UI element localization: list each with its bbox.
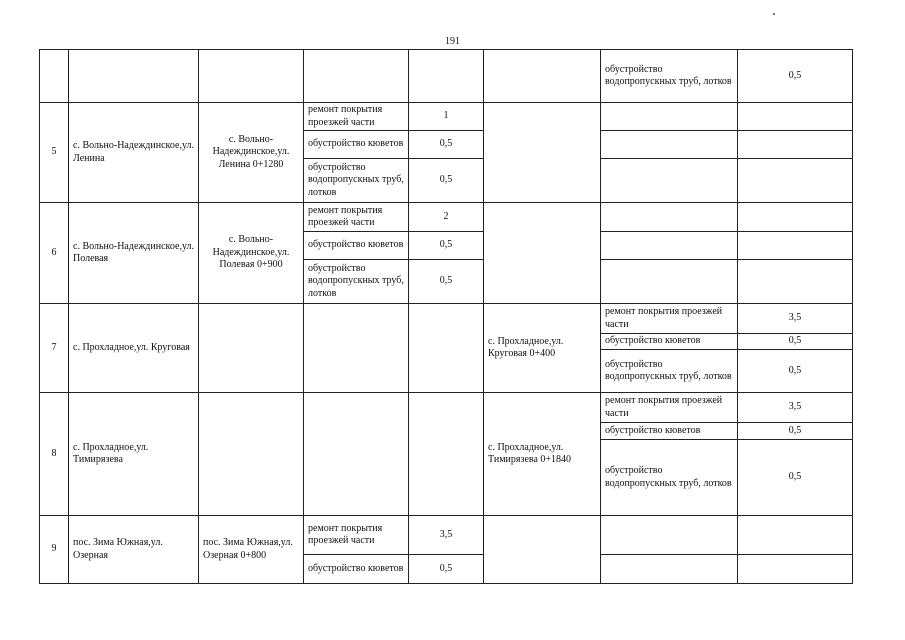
table-row [40,203,853,232]
scan-speck [773,13,775,15]
value-cell: 2 [409,203,484,232]
row-number: 7 [40,304,69,393]
value-cell: 3,5 [738,393,853,423]
work-type-cell: обустройство водопропускных труб, лотков [601,350,738,393]
road-works-table [39,49,853,584]
road-section-cell: с. Вольно-Надеждинское,ул. Полевая 0+900 [199,203,304,304]
empty-cell [738,159,853,203]
work-type-cell: ремонт покрытия проезжей части [304,103,409,131]
row-number: 8 [40,393,69,516]
empty-cell [601,516,738,555]
empty-cell [199,304,304,393]
table-row [40,393,853,423]
empty-cell [601,131,738,159]
work-type-cell: ремонт покрытия проезжей части [304,203,409,232]
empty-cell [738,260,853,304]
empty-cell [738,203,853,232]
road-section-cell: с. Прохладное,ул. Тимирязева 0+1840 [484,393,601,516]
page-number: 191 [445,36,460,47]
empty-cell [738,555,853,584]
work-type-cell: обустройство водопропускных труб, лотков [601,440,738,516]
empty-cell [304,393,409,516]
work-type-cell: обустройство кюветов [304,555,409,584]
value-cell: 3,5 [738,304,853,334]
empty-cell [484,103,601,203]
road-name-cell: с. Прохладное,ул. Тимирязева [69,393,199,516]
empty-cell [304,50,409,103]
table-row [40,50,853,103]
value-cell: 0,5 [409,159,484,203]
empty-cell [601,203,738,232]
empty-cell [409,393,484,516]
empty-cell [601,232,738,260]
road-name-cell: с. Прохладное,ул. Круговая [69,304,199,393]
table-row [40,103,853,131]
work-type-cell: обустройство водопропускных труб, лотков [304,260,409,304]
empty-cell [409,50,484,103]
value-cell: 1 [409,103,484,131]
road-name-cell: с. Вольно-Надеждинское,ул. Полевая [69,203,199,304]
empty-cell [601,103,738,131]
value-cell: 0,5 [738,334,853,350]
empty-cell [484,50,601,103]
value-cell: 0,5 [409,232,484,260]
empty-cell [738,131,853,159]
work-type-cell: обустройство кюветов [304,131,409,159]
work-type-cell: ремонт покрытия проезжей части [601,393,738,423]
empty-cell [738,516,853,555]
work-type-cell: обустройство кюветов [304,232,409,260]
empty-cell [484,516,601,584]
road-section-cell: с. Вольно-Надеждинское,ул. Ленина 0+1280 [199,103,304,203]
road-name-cell: пос. Зима Южная,ул. Озерная [69,516,199,584]
empty-cell [409,304,484,393]
empty-cell [601,555,738,584]
row-number: 5 [40,103,69,203]
value-cell: 0,5 [738,423,853,440]
empty-cell [199,393,304,516]
road-section-cell: с. Прохладное,ул. Круговая 0+400 [484,304,601,393]
value-cell: 0,5 [409,555,484,584]
value-cell: 0,5 [409,260,484,304]
row-number: 6 [40,203,69,304]
value-cell: 0,5 [738,350,853,393]
work-type-cell: обустройство водопропускных труб, лотков [601,50,738,103]
value-cell: 0,5 [738,440,853,516]
empty-cell [199,50,304,103]
empty-cell [601,260,738,304]
empty-cell [601,159,738,203]
road-name-cell: с. Вольно-Надеждинское,ул. Ленина [69,103,199,203]
row-number: 9 [40,516,69,584]
empty-cell [40,50,69,103]
work-type-cell: обустройство кюветов [601,423,738,440]
work-type-cell: ремонт покрытия проезжей части [601,304,738,334]
empty-cell [304,304,409,393]
work-type-cell: ремонт покрытия проезжей части [304,516,409,555]
empty-cell [69,50,199,103]
work-type-cell: обустройство кюветов [601,334,738,350]
empty-cell [738,103,853,131]
table-row [40,516,853,555]
empty-cell [484,203,601,304]
value-cell: 3,5 [409,516,484,555]
table-row [40,304,853,334]
empty-cell [738,232,853,260]
work-type-cell: обустройство водопропускных труб, лотков [304,159,409,203]
road-section-cell: пос. Зима Южная,ул. Озерная 0+800 [199,516,304,584]
value-cell: 0,5 [738,50,853,103]
value-cell: 0,5 [409,131,484,159]
